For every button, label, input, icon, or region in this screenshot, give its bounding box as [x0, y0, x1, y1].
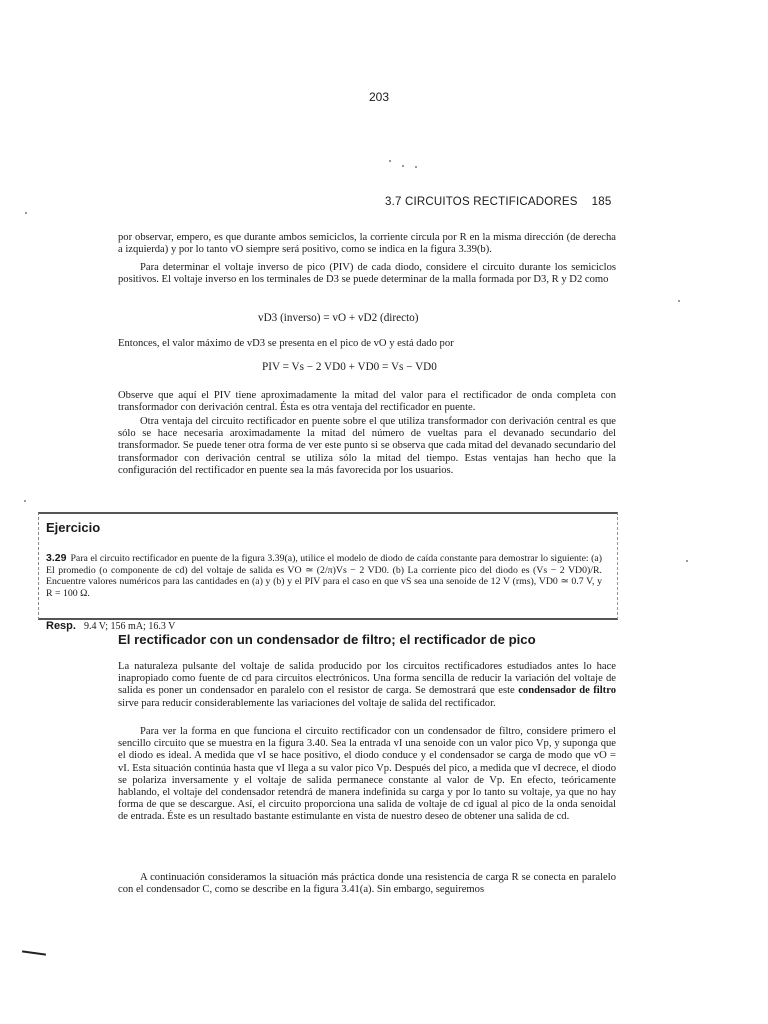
scan-speck — [25, 212, 27, 214]
running-head — [385, 196, 611, 208]
answer-values: 9.4 V; 156 mA; 16.3 V — [83, 621, 176, 632]
running-head-section: 3.7 CIRCUITOS RECTIFICADORES — [385, 196, 578, 208]
scan-speck — [24, 500, 26, 502]
exercise-title: Ejercicio — [46, 520, 101, 535]
exercise-answer — [46, 620, 175, 632]
paragraph-6 — [118, 661, 616, 710]
scan-speck — [402, 165, 404, 167]
exercise-text: Para el circuito rectificador en puente de la figura 3.39(a), utilice el modelo de diodo de caída constante para demostrar lo siguiente: (a) El promedio (o componente de cd) del voltaje de salida es VO ≃ (2/π)Vs − 2 VD0. (b) La corriente pico del diodo es (Vs − 2 VD0)/R. Encuentre valores numéricos para las cantidades en (a) y (b) y el PIV para el caso en que vS sea una senoide de 12 V (rms), VD0 ≃ 0.7 V, y R = 100 Ω. — [46, 553, 602, 599]
paragraph-5: Otra ventaja del circuito rectificador en puente sobre el que utiliza transformador con derivación central es que sólo se hace necesaria aroximadamente la mitad del número de vueltas para el devanado secundario del transformador. Se puede tener otra forma de ver este punto si se observa que cada mitad del devanado secundario del transformador con derivación central se utiliza sólo la mitad del tiempo. Estas ventajas han hecho que la configuración del rectificador en puente sea la más favorecida por los usuarios. — [118, 416, 616, 476]
exercise-number: 3.29 — [46, 552, 67, 564]
exercise-text-block — [46, 553, 602, 599]
answer-label: Resp. — [46, 620, 76, 632]
paragraph-6-after: sirve para reducir considerablemente las variaciones del voltaje de salida del rectificador. — [118, 697, 496, 709]
paragraph-6-term: condensador de filtro — [518, 685, 616, 697]
paragraph-3: Entonces, el valor máximo de vD3 se presenta en el pico de vO y está dado por — [118, 338, 454, 349]
scan-speck — [389, 160, 391, 162]
paragraph-2: Para determinar el voltaje inverso de pico (PIV) de cada diodo, considere el circuito durante los semiciclos positivos. El voltaje inverso en los terminales de D3 se puede determinar de la malla formada por D3, R y D2 como — [118, 262, 616, 286]
equation-vd3: vD3 (inverso) = vO + vD2 (directo) — [258, 312, 419, 324]
scan-speck — [415, 166, 417, 168]
margin-mark — [22, 950, 46, 955]
scan-speck — [686, 560, 688, 562]
paragraph-6-before: La naturaleza pulsante del voltaje de salida producido por los circuitos rectificadores estudiados antes lo hace inapropiado como fuente de cd para circuitos electrónicos. Una forma sencilla de reducir la variación del voltaje de salida es poner un condensador en paralelo con el resistor de carga. Se demostrará que este — [118, 661, 616, 697]
paragraph-1: por observar, empero, es que durante ambos semiciclos, la corriente circula por R en la misma dirección (de derecha a izquierda) y por lo tanto vO siempre será positivo, como se indica en la figura 3.39(b). — [118, 232, 616, 256]
paragraph-4: Observe que aquí el PIV tiene aproximadamente la mitad del valor para el rectificador de onda completa con transformador con derivación central. Ésta es otra ventaja del rectificador en puente. — [118, 390, 616, 414]
paragraph-8: A continuación consideramos la situación más práctica donde una resistencia de carga R se conecta en paralelo con el condensador C, como se describe en la figura 3.41(a). Sin embargo, seguiremos — [118, 872, 616, 896]
equation-piv: PIV = Vs − 2 VD0 + VD0 = Vs − VD0 — [262, 361, 437, 373]
scan-speck — [678, 300, 680, 302]
section-title: El rectificador con un condensador de filtro; el rectificador de pico — [118, 632, 536, 647]
scan-page-number: 203 — [369, 90, 390, 104]
paragraph-7: Para ver la forma en que funciona el circuito rectificador con un condensador de filtro, considere primero el sencillo circuito que se muestra en la figura 3.40. Sea la entrada vI una senoide con un valor pico Vp, y suponga que el diodo es ideal. A medida que vI se hace positivo, el diodo conduce y el condensador se carga de modo que vO = vI. Esta situación continúa hasta que vI llega a su valor pico Vp. Después del pico, a medida que vI decrece, el diodo se polariza inversamente y el voltaje de salida permanece constante al valor de Vp. En efecto, teóricamente hablando, el voltaje del condensador retendrá de manera indefinida su carga y por lo tanto su voltaje, ya que no hay forma de que se descargue. Así, el circuito proporciona una salida de voltaje de cd igual al pico de la onda senoidal de entrada. Éste es un resultado bastante estimulante en vista de nuestro deseo de obtener una salida de cd. — [118, 726, 616, 823]
running-head-page: 185 — [591, 196, 612, 208]
